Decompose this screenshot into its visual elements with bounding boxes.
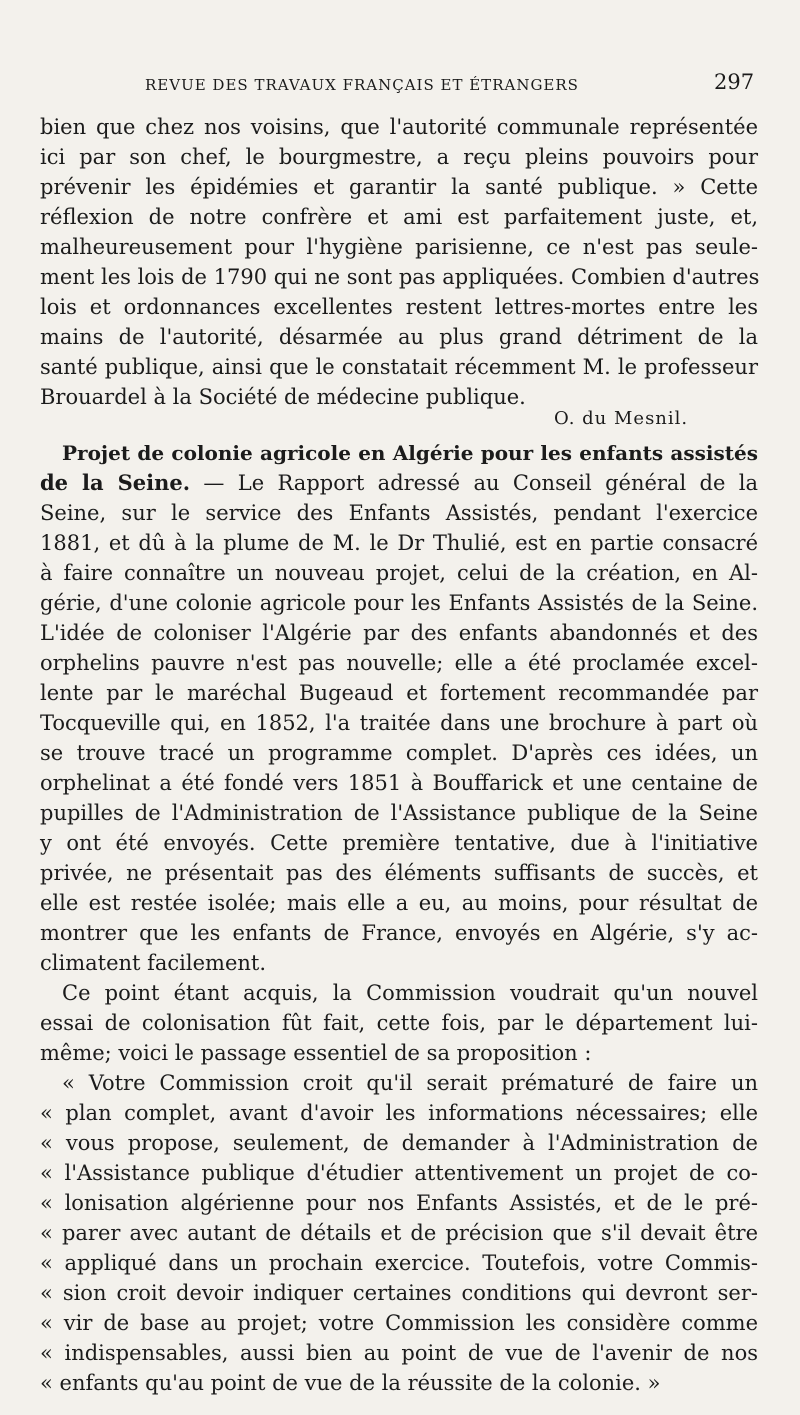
text-line: L'idée de coloniser l'Algérie par des enfants abandonnés et des: [40, 621, 758, 645]
quote-line: « plan complet, avant d'avoir les informations nécessaires; elle: [40, 1101, 758, 1125]
text-line: gérie, d'une colonie agricole pour les Enfants Assistés de la Seine.: [40, 591, 758, 615]
text-line: prévenir les épidémies et garantir la santé publique. » Cette: [40, 175, 758, 199]
text-line: y ont été envoyés. Cette première tentative, due à l'initiative: [40, 831, 758, 855]
text-line: montrer que les enfants de France, envoyés en Algérie, s'y ac-: [40, 921, 758, 945]
text-line: bien que chez nos voisins, que l'autorité communale représentée: [40, 115, 758, 139]
text-line: malheureusement pour l'hygiène parisienne, ce n'est pas seule-: [40, 235, 758, 259]
text-line: elle est restée isolée; mais elle a eu, au moins, pour résultat de: [40, 891, 758, 915]
text-line: orphelinat a été fondé vers 1851 à Bouffarick et une centaine de: [40, 771, 758, 795]
text-line: privée, ne présentait pas des éléments suffisants de succès, et: [40, 861, 758, 885]
text-line: ici par son chef, le bourgmestre, a reçu pleins pouvoirs pour: [40, 145, 758, 169]
quote-line: « lonisation algérienne pour nos Enfants Assistés, et de le pré-: [40, 1191, 758, 1215]
section-heading: Projet de colonie agricole en Algérie pour les enfants assistés: [62, 441, 758, 465]
quote-line: « Votre Commission croit qu'il serait prématuré de faire un: [62, 1071, 758, 1095]
text-line: Brouardel à la Société de médecine publique.: [40, 385, 526, 409]
text-line: essai de colonisation fût fait, cette fois, par le département lui-: [40, 1011, 758, 1035]
text-line: climatent facilement.: [40, 951, 267, 975]
page-number: 297: [714, 70, 755, 94]
text-line: orphelins pauvre n'est pas nouvelle; elle a été proclamée excel-: [40, 651, 758, 675]
quote-line: « appliqué dans un prochain exercice. Toutefois, votre Commis-: [40, 1251, 758, 1275]
text-line: à faire connaître un nouveau projet, celui de la création, en Al-: [40, 561, 758, 585]
quote-line: « indispensables, aussi bien au point de vue de l'avenir de nos: [40, 1341, 758, 1365]
text-line: se trouve tracé un programme complet. D'après ces idées, un: [40, 741, 758, 765]
section-heading-end: de la Seine.: [40, 470, 191, 495]
quote-line: « vous propose, seulement, de demander à l'Administration de: [40, 1131, 758, 1155]
quote-line: « parer avec autant de détails et de précision que s'il devait être: [40, 1221, 758, 1245]
running-title: REVUE DES TRAVAUX FRANÇAIS ET ÉTRANGERS: [145, 76, 579, 94]
quote-line: « enfants qu'au point de vue de la réussite de la colonie. »: [40, 1371, 661, 1395]
text-line: lente par le maréchal Bugeaud et fortement recommandée par: [40, 681, 758, 705]
text-line: mains de l'autorité, désarmée au plus grand détriment de la: [40, 325, 758, 349]
quote-line: « sion croit devoir indiquer certaines conditions qui devront ser-: [40, 1281, 758, 1305]
quote-line: « vir de base au projet; votre Commission les considère comme: [40, 1311, 758, 1335]
text-line: — Le Rapport adressé au Conseil général de la: [190, 471, 758, 495]
text-line: Tocqueville qui, en 1852, l'a traitée dans une brochure à part où: [40, 711, 758, 735]
quote-line: « l'Assistance publique d'étudier attentivement un projet de co-: [40, 1161, 758, 1185]
text-line: santé publique, ainsi que le constatait récemment M. le professeur: [40, 355, 758, 379]
text-line: réflexion de notre confrère et ami est parfaitement juste, et,: [40, 205, 758, 229]
author-signature: O. du Mesnil.: [554, 408, 689, 429]
text-line: Ce point étant acquis, la Commission voudrait qu'un nouvel: [62, 981, 758, 1005]
text-line: Seine, sur le service des Enfants Assistés, pendant l'exercice: [40, 501, 758, 525]
heading-continuation-line: [40, 468, 758, 498]
text-line: lois et ordonnances excellentes restent lettres-mortes entre les: [40, 295, 758, 319]
text-line: 1881, et dû à la plume de M. le Dr Thulié, est en partie consacré: [40, 531, 758, 555]
text-line: même; voici le passage essentiel de sa proposition :: [40, 1041, 592, 1065]
text-line: pupilles de l'Administration de l'Assistance publique de la Seine: [40, 801, 758, 825]
text-line: ment les lois de 1790 qui ne sont pas appliquées. Combien d'autres: [40, 265, 760, 289]
